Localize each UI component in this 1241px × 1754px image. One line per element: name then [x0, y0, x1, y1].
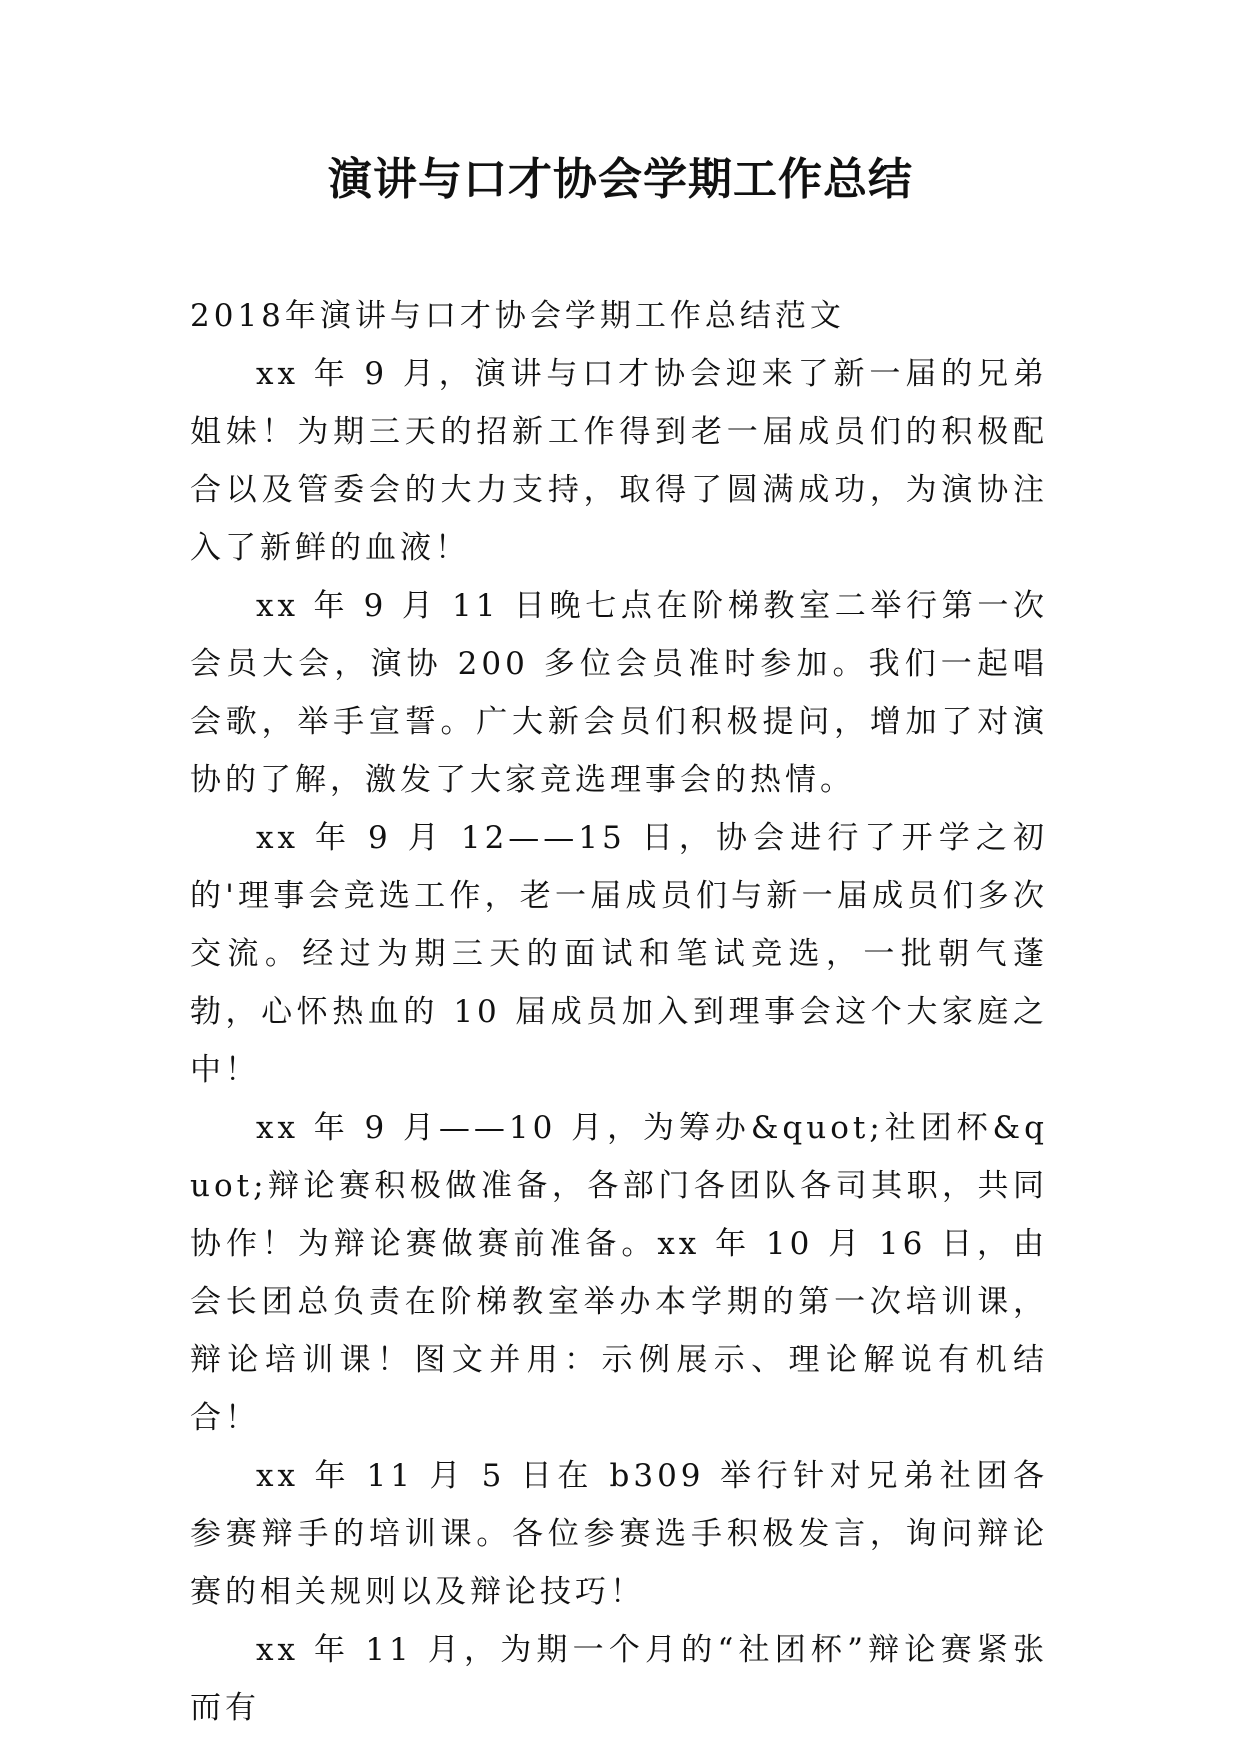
- paragraph: xx 年 9 月，演讲与口才协会迎来了新一届的兄弟姐妹！为期三天的招新工作得到老一届成员们的积极配合以及管委会的大力支持，取得了圆满成功，为演协注入了新鲜的血液！: [190, 356, 1048, 566]
- document-body: [190, 287, 1048, 1737]
- document-subtitle: 2018年演讲与口才协会学期工作总结范文: [190, 298, 845, 334]
- paragraph: xx 年 11 月，为期一个月的“社团杯”辩论赛紧张而有: [190, 1632, 1048, 1726]
- paragraph: xx 年 9 月 12——15 日，协会进行了开学之初的'理事会竞选工作，老一届成员们与新一届成员们多次交流。经过为期三天的面试和笔试竞选，一批朝气蓬勃，心怀热血的 10 届成员加入到理事会这个大家庭之中！: [190, 820, 1048, 1088]
- paragraph: xx 年 11 月 5 日在 b309 举行针对兄弟社团各参赛辩手的培训课。各位参赛选手积极发言，询问辩论赛的相关规则以及辩论技巧！: [190, 1458, 1048, 1610]
- document-title: 演讲与口才协会学期工作总结: [328, 154, 913, 205]
- paragraph: xx 年 9 月 11 日晚七点在阶梯教室二举行第一次会员大会，演协 200 多位会员准时参加。我们一起唱会歌，举手宣誓。广大新会员们积极提问，增加了对演协的了解，激发了大家竞选理事会的热情。: [190, 588, 1048, 798]
- paragraph: xx 年 9 月——10 月，为筹办&quot;社团杯&quot;辩论赛积极做准备，各部门各团队各司其职，共同协作！为辩论赛做赛前准备。xx 年 10 月 16 日，由会长团总负责在阶梯教室举办本学期的第一次培训课，辩论培训课！图文并用：示例展示、理论解说有机结合！: [190, 1110, 1048, 1436]
